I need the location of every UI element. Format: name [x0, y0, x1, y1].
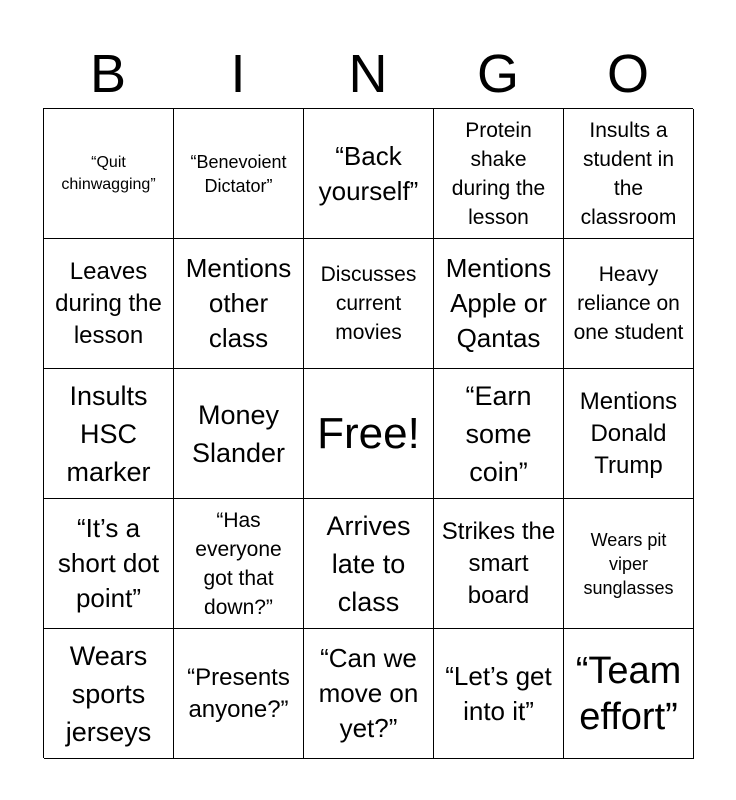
bingo-cell	[174, 109, 304, 239]
bingo-cell	[44, 629, 174, 759]
free-space-text: Free!	[317, 408, 420, 458]
bingo-header	[43, 40, 693, 108]
bingo-cell	[174, 499, 304, 629]
cell-text: “It’s a short dot point”	[57, 513, 160, 613]
bingo-cell	[434, 629, 564, 759]
cell-text: “Earn some coin”	[465, 380, 532, 487]
bingo-cell	[304, 239, 434, 369]
bingo-cell	[564, 629, 694, 759]
bingo-cell	[304, 109, 434, 239]
bingo-cell	[564, 109, 694, 239]
cell-text: Wears sports jerseys	[65, 640, 152, 747]
cell-text: Insults a student in the classroom	[580, 118, 677, 229]
bingo-cell	[434, 369, 564, 499]
bingo-cell	[44, 499, 174, 629]
cell-text: “Team effort”	[575, 649, 682, 738]
bingo-cell-free	[304, 369, 434, 499]
header-letter-i: I	[230, 44, 246, 104]
bingo-grid	[43, 108, 693, 758]
header-letter-n: N	[348, 44, 388, 104]
cell-text: Wears pit viper sunglasses	[583, 529, 674, 598]
bingo-cell	[304, 629, 434, 759]
cell-text: Arrives late to class	[326, 510, 411, 617]
cell-text: “Benevoient Dictator”	[190, 151, 287, 196]
cell-text: Money Slander	[191, 399, 286, 468]
bingo-cell	[44, 109, 174, 239]
bingo-cell	[564, 239, 694, 369]
bingo-cell	[564, 499, 694, 629]
header-letter-g: G	[476, 44, 519, 104]
cell-text: “Presents anyone?”	[187, 663, 290, 723]
cell-text: Heavy reliance on one student	[573, 263, 684, 344]
header-letter-o: O	[606, 44, 649, 104]
cell-text: Mentions other class	[185, 253, 292, 353]
header-letter-b: B	[89, 44, 127, 104]
cell-text: “Back yourself”	[318, 140, 419, 206]
cell-text: “Has everyone got that down?”	[195, 508, 282, 619]
bingo-cell	[44, 239, 174, 369]
bingo-cell	[174, 629, 304, 759]
cell-text: Insults HSC marker	[66, 380, 151, 487]
cell-text: Mentions Donald Trump	[579, 387, 678, 479]
bingo-cell	[564, 369, 694, 499]
bingo-cell	[174, 369, 304, 499]
bingo-cell	[44, 369, 174, 499]
cell-text: Protein shake during the lesson	[451, 118, 546, 229]
cell-text: Strikes the smart board	[441, 517, 556, 609]
bingo-cell	[434, 239, 564, 369]
cell-text: Discusses current movies	[320, 263, 417, 344]
cell-text: “Quit chinwagging”	[61, 153, 156, 193]
cell-text: Leaves during the lesson	[55, 257, 162, 349]
cell-text: Mentions Apple or Qantas	[445, 253, 552, 353]
bingo-cell	[434, 109, 564, 239]
cell-text: “Can we move on yet?”	[318, 643, 419, 743]
cell-text: “Let’s get into it”	[445, 660, 552, 726]
bingo-cell	[304, 499, 434, 629]
bingo-cell	[434, 499, 564, 629]
bingo-cell	[174, 239, 304, 369]
